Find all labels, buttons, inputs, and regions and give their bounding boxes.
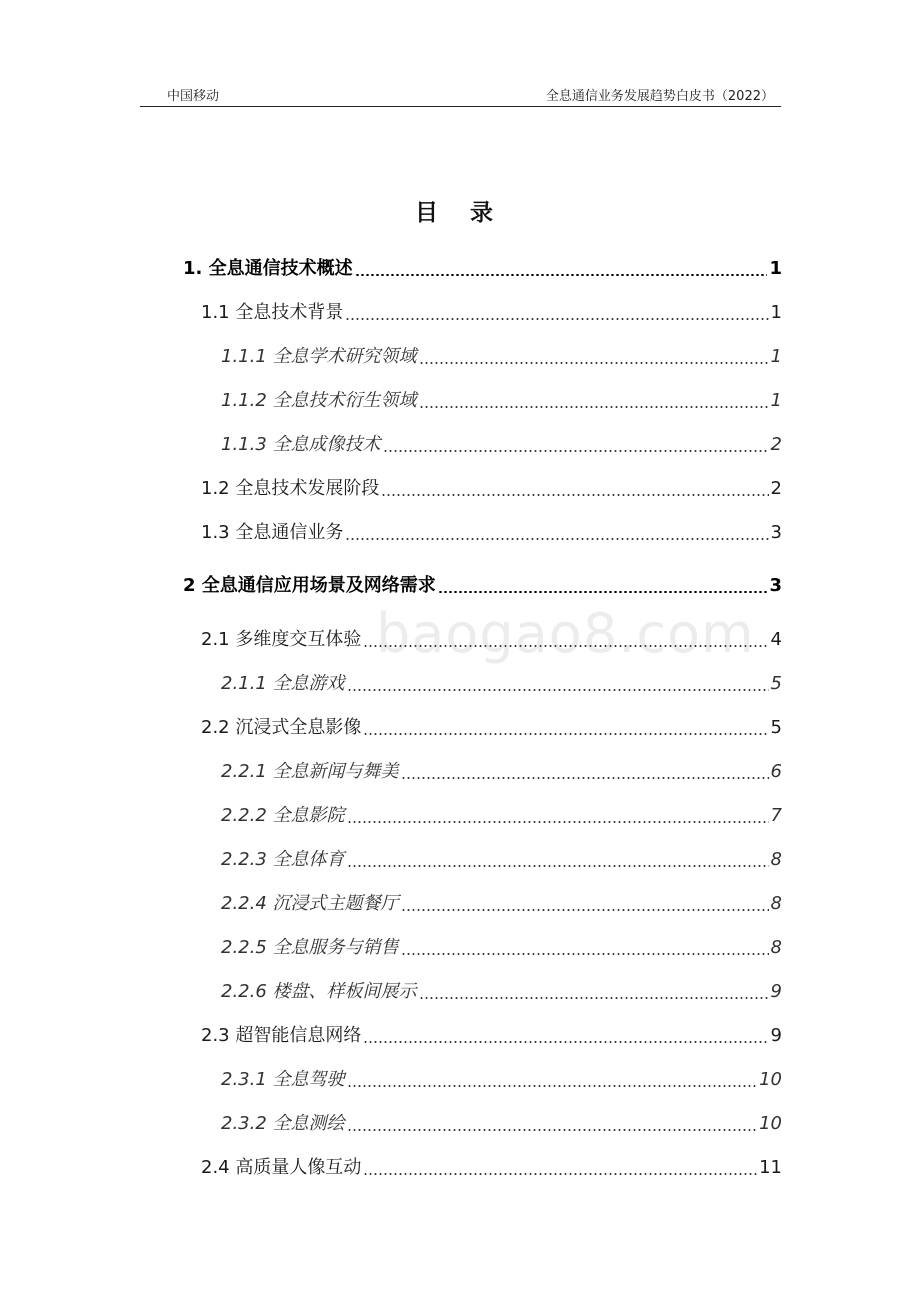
toc-entry-title: 1.1.1 全息学术研究领域 [221, 346, 417, 367]
toc-dot-leader [383, 450, 769, 452]
toc-title: 目 录 [414, 200, 505, 226]
toc-dot-leader [438, 591, 768, 593]
toc-entry-page-number: 2 [770, 478, 782, 499]
toc-entry-page-number: 6 [770, 761, 782, 782]
toc-entry-page-number: 4 [770, 629, 782, 650]
toc-entry-title: 2.2.1 全息新闻与舞美 [221, 761, 399, 782]
toc-dot-leader [363, 1041, 768, 1043]
toc-entry[interactable] [221, 977, 782, 1007]
toc-entry-title: 2.1.1 全息游戏 [221, 673, 345, 694]
toc-entry[interactable] [221, 430, 782, 460]
toc-entry-title: 2.2 沉浸式全息影像 [201, 717, 362, 738]
toc-entry-title: 2.4 高质量人像互动 [201, 1157, 362, 1178]
toc-entry-title: 2.3.2 全息测绘 [221, 1113, 345, 1134]
toc-entry-title: 2.1 多维度交互体验 [201, 629, 362, 650]
toc-entry[interactable] [221, 342, 782, 372]
toc-entry-page-number: 8 [770, 937, 782, 958]
toc-dot-leader [419, 997, 769, 999]
toc-entry-title: 2.2.3 全息体育 [221, 849, 345, 870]
toc-entry[interactable] [201, 713, 782, 743]
toc-entry-page-number: 10 [759, 1113, 782, 1134]
toc-dot-leader [363, 645, 768, 647]
toc-entry-title: 1.1.3 全息成像技术 [221, 434, 381, 455]
toc-entry[interactable] [201, 518, 782, 548]
toc-dot-leader [345, 538, 768, 540]
toc-entry[interactable] [183, 254, 782, 284]
toc-dot-leader [363, 733, 768, 735]
toc-entry-title: 2.2.4 沉浸式主题餐厅 [221, 893, 399, 914]
toc-entry[interactable] [221, 386, 782, 416]
toc-dot-leader [347, 821, 769, 823]
toc-entry[interactable] [201, 474, 782, 504]
toc-entry-title: 1.3 全息通信业务 [201, 522, 344, 543]
toc-entry-page-number: 3 [770, 522, 782, 543]
toc-entry[interactable] [221, 845, 782, 875]
toc-entry-page-number: 8 [770, 893, 782, 914]
toc-entry-title: 1.1.2 全息技术衍生领域 [221, 390, 417, 411]
toc-dot-leader [401, 777, 769, 779]
header-company: 中国移动 [167, 89, 220, 104]
toc-entry-title: 1.2 全息技术发展阶段 [201, 478, 380, 499]
toc-entry-page-number: 1 [769, 258, 782, 279]
toc-entry[interactable] [221, 933, 782, 963]
toc-entry-title: 1. 全息通信技术概述 [183, 258, 353, 279]
toc-dot-leader [401, 953, 769, 955]
toc-entry[interactable] [201, 1153, 782, 1183]
toc-entry-title: 2.3 超智能信息网络 [201, 1025, 362, 1046]
toc-entry-title: 2.2.5 全息服务与销售 [221, 937, 399, 958]
toc-entry-page-number: 11 [759, 1157, 782, 1178]
watermark: baogao8.com [376, 602, 755, 665]
toc-entry-page-number: 9 [770, 981, 782, 1002]
toc-dot-leader [347, 1129, 758, 1131]
toc-entry[interactable] [201, 1021, 782, 1051]
toc-dot-leader [347, 1085, 758, 1087]
toc-entry-title: 2 全息通信应用场景及网络需求 [183, 575, 436, 596]
toc-entry[interactable] [221, 669, 782, 699]
toc-dot-leader [347, 865, 769, 867]
toc-entry[interactable] [201, 625, 782, 655]
toc-entry-page-number: 1 [770, 302, 782, 323]
header-document-title: 全息通信业务发展趋势白皮书（2022） [545, 89, 774, 104]
toc-dot-leader [419, 406, 769, 408]
toc-dot-leader [347, 689, 769, 691]
toc-entry[interactable] [221, 1109, 782, 1139]
toc-entry-page-number: 5 [770, 717, 782, 738]
toc-dot-leader [363, 1173, 757, 1175]
toc-entry-title: 1.1 全息技术背景 [201, 302, 344, 323]
toc-entry-page-number: 3 [769, 575, 782, 596]
toc-entry[interactable] [201, 298, 782, 328]
toc-entry[interactable] [221, 757, 782, 787]
toc-dot-leader [355, 274, 768, 276]
toc-dot-leader [381, 494, 768, 496]
toc-dot-leader [401, 909, 769, 911]
toc-entry-page-number: 10 [759, 1069, 782, 1090]
toc-entry-title: 2.2.6 楼盘、样板间展示 [221, 981, 417, 1002]
toc-entry[interactable] [221, 1065, 782, 1095]
toc-entry-page-number: 7 [770, 805, 782, 826]
toc-dot-leader [419, 362, 769, 364]
toc-entry-page-number: 1 [770, 390, 782, 411]
toc-entry-page-number: 1 [770, 346, 782, 367]
toc-entry[interactable] [221, 801, 782, 831]
toc-entry-page-number: 2 [770, 434, 782, 455]
toc-entry-page-number: 8 [770, 849, 782, 870]
toc-entry[interactable] [183, 571, 782, 601]
toc-entry-title: 2.3.1 全息驾驶 [221, 1069, 345, 1090]
toc-entry-title: 2.2.2 全息影院 [221, 805, 345, 826]
toc-entry[interactable] [221, 889, 782, 919]
toc-entry-page-number: 5 [770, 673, 782, 694]
toc-dot-leader [345, 318, 768, 320]
toc-entry-page-number: 9 [770, 1025, 782, 1046]
